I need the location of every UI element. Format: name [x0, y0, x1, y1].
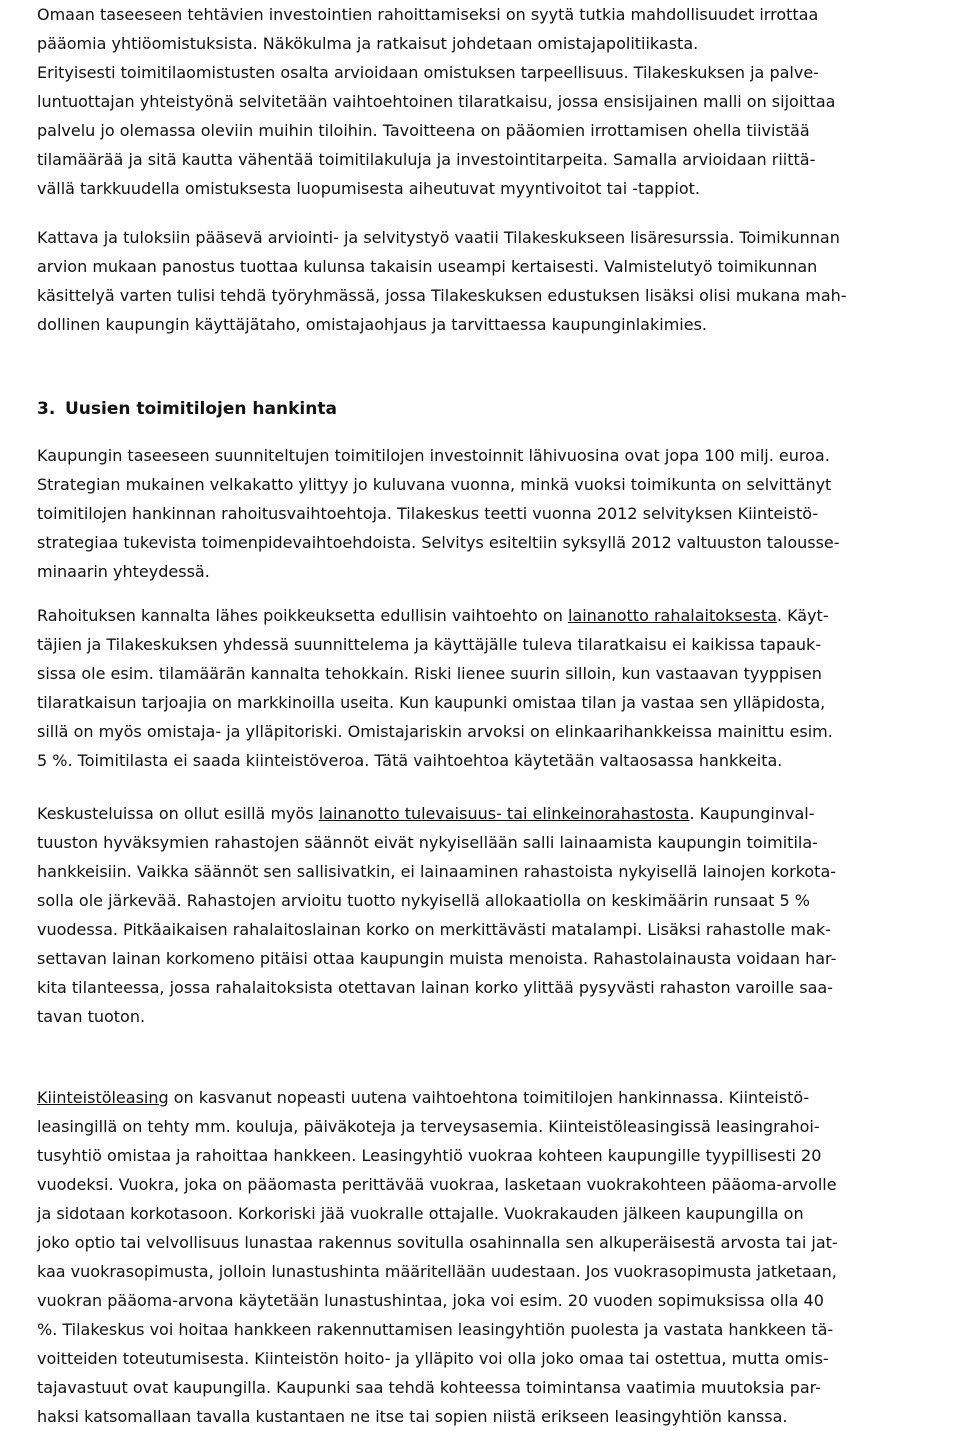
- text-line: strategiaa tukevista toimenpidevaihtoehdoista. Selvitys esiteltiin syksyllä 2012 valtuuston talousse-: [37, 533, 840, 552]
- text-line: ja sidotaan korkotasoon. Korkoriski jää vuokralle ottajalle. Vuokrakauden jälkeen kaupungilla on: [37, 1204, 804, 1223]
- text-line: tavan tuoton.: [37, 1007, 146, 1026]
- text-line: tuuston hyväksymien rahastojen säännöt eivät nykyisellään salli lainaamista kaupungin toimitila-: [37, 833, 818, 852]
- paragraph-evaluation-resources: [37, 223, 847, 339]
- text-line: settavan lainan korkomeno pitäisi ottaa kaupungin muista menoista. Rahastolainausta voidaan har-: [37, 949, 837, 968]
- text-fragment: Rahoituksen kannalta lähes poikkeuksetta edullisin vaihtoehto on: [37, 606, 568, 625]
- text-line: tilamäärää ja sitä kautta vähentää toimitilakuluja ja investointitarpeita. Samalla arvioidaan riittä-: [37, 150, 816, 169]
- text-fragment: . Käyt-: [776, 606, 829, 625]
- text-line: %. Tilakeskus voi hoitaa hankkeen rakennuttamisen leasingyhtiön puolesta ja vastata hankkeen tä-: [37, 1320, 834, 1339]
- text-fragment: on kasvanut nopeasti uutena vaihtoehtona toimitilojen hankinnassa. Kiinteistö-: [168, 1088, 810, 1107]
- text-line: [37, 799, 836, 828]
- text-line: minaarin yhteydessä.: [37, 562, 210, 581]
- section-number: 3.: [37, 399, 56, 419]
- text-line: käsittelyä varten tulisi tehdä työryhmässä, jossa Tilakeskuksen edustuksen lisäksi olisi mukana mah-: [37, 286, 847, 305]
- text-line: pääomia yhtiöomistuksista. Näkökulma ja ratkaisut johdetaan omistajapolitiikasta.: [37, 34, 699, 53]
- text-line: luntuottajan yhteistyönä selvitetään vaihtoehtoinen tilaratkaisu, jossa ensisijainen malli on sijoittaa: [37, 92, 836, 111]
- text-line: leasingillä on tehty mm. kouluja, päiväkoteja ja terveysasemia. Kiinteistöleasingissä leasingrahoi-: [37, 1117, 820, 1136]
- text-line: kaa vuokrasopimusta, jolloin lunastushinta määritellään uudestaan. Jos vuokrasopimusta jatketaan,: [37, 1262, 837, 1281]
- text-line: [37, 601, 833, 630]
- text-line: tusyhtiö omistaa ja rahoittaa hankkeen. Leasingyhtiö vuokraa kohteen kaupungille tyypillisesti 20: [37, 1146, 822, 1165]
- underlined-term-leasing: Kiinteistöleasing: [37, 1088, 169, 1107]
- text-line: hankkeisiin. Vaikka säännöt sen sallisivatkin, ei lainaaminen rahastoista nykyisellä lainojen korkota-: [37, 862, 837, 881]
- text-line: Kaupungin taseeseen suunniteltujen toimitilojen investoinnit lähivuosina ovat jopa 100 milj. euroa.: [37, 446, 830, 465]
- text-line: solla ole järkevää. Rahastojen arvioitu tuotto nykyisellä allokaatiolla on keskimäärin runsaat 5 %: [37, 891, 810, 910]
- text-line: vällä tarkkuudella omistuksesta luopumisesta aiheutuvat myyntivoitot tai -tappiot.: [37, 179, 701, 198]
- text-line: kita tilanteessa, jossa rahalaitoksista otettavan lainan korko ylittää pysyvästi rahaston varoille saa-: [37, 978, 833, 997]
- text-line: Kattava ja tuloksiin pääsevä arviointi- ja selvitystyö vaatii Tilakeskukseen lisäresurssia. Toimikunnan: [37, 228, 840, 247]
- paragraph-real-estate-leasing: [37, 1083, 838, 1431]
- text-line: [37, 1083, 838, 1112]
- text-line: Omaan taseeseen tehtävien investointien rahoittamiseksi on syytä tutkia mahdollisuudet irrottaa: [37, 5, 819, 24]
- text-line: sissa ole esim. tilamäärän kannalta tehokkain. Riski lienee suurin silloin, kun vastaavan tyyppisen: [37, 664, 822, 683]
- text-line: Erityisesti toimitilaomistusten osalta arvioidaan omistuksen tarpeellisuus. Tilakeskuksen ja palve-: [37, 63, 819, 82]
- text-line: tilaratkaisun tarjoajia on markkinoilla useita. Kun kaupunki omistaa tilan ja vastaa sen ylläpidosta,: [37, 693, 826, 712]
- underlined-term-fund-loan: lainanotto tulevaisuus- tai elinkeinorahastosta: [318, 804, 690, 823]
- paragraph-capital-release: [37, 0, 835, 203]
- text-line: vuokran pääoma-arvona käytetään lunastushintaa, joka voi esim. 20 vuoden sopimuksissa olla 40: [37, 1291, 824, 1310]
- section-title: Uusien toimitilojen hankinta: [65, 399, 337, 419]
- text-line: täjien ja Tilakeskuksen yhdessä suunnittelema ja käyttäjälle tuleva tilaratkaisu ei kaikissa tapauk-: [37, 635, 822, 654]
- text-line: 5 %. Toimitilasta ei saada kiinteistöveroa. Tätä vaihtoehtoa käytetään valtaosassa hankkeita.: [37, 751, 783, 770]
- text-line: arvion mukaan panostus tuottaa kulunsa takaisin useampi kertaisesti. Valmistelutyö toimikunnan: [37, 257, 818, 276]
- section-heading: [37, 395, 337, 424]
- text-line: palvelu jo olemassa oleviin muihin tiloihin. Tavoitteena on pääomien irrottamisen ohella tiivistää: [37, 121, 810, 140]
- text-line: Strategian mukainen velkakatto ylittyy jo kuluvana vuonna, minkä vuoksi toimikunta on selvittänyt: [37, 475, 832, 494]
- document-page: [37, 0, 960, 1426]
- text-line: joko optio tai velvollisuus lunastaa rakennus sovitulla osahinnalla sen alkuperäisestä arvosta tai jat-: [37, 1233, 838, 1252]
- text-line: dollinen kaupungin käyttäjätaho, omistajaohjaus ja tarvittaessa kaupunginlakimies.: [37, 315, 707, 334]
- text-fragment: Keskusteluissa on ollut esillä myös: [37, 804, 319, 823]
- text-line: sillä on myös omistaja- ja ylläpitoriski. Omistajariskin arvoksi on elinkaarihankkeissa mainittu esim.: [37, 722, 833, 741]
- underlined-term-bank-loan: lainanotto rahalaitoksesta: [567, 606, 777, 625]
- text-line: haksi katsomallaan tavalla kustantaen ne itse tai sopien niistä erikseen leasingyhtiön kanssa.: [37, 1407, 788, 1426]
- text-line: voitteiden toteutumisesta. Kiinteistön hoito- ja ylläpito voi olla joko omaa tai ostettua, mutta omis-: [37, 1349, 829, 1368]
- text-line: vuodessa. Pitkäaikaisen rahalaitoslainan korko on merkittävästi matalampi. Lisäksi rahastolle mak-: [37, 920, 831, 939]
- paragraph-investments: [37, 441, 840, 586]
- text-line: tajavastuut ovat kaupungilla. Kaupunki saa tehdä kohteessa toimintansa vaatimia muutoksia par-: [37, 1378, 821, 1397]
- text-line: vuodeksi. Vuokra, joka on pääomasta perittävää vuokraa, lasketaan vuokrakohteen pääoma-arvolle: [37, 1175, 837, 1194]
- text-line: toimitilojen hankinnan rahoitusvaihtoehtoja. Tilakeskus teetti vuonna 2012 selvityksen Kiinteistö-: [37, 504, 819, 523]
- text-fragment: . Kaupunginval-: [689, 804, 815, 823]
- paragraph-fund-loan: [37, 799, 836, 1031]
- paragraph-bank-loan: [37, 601, 833, 775]
